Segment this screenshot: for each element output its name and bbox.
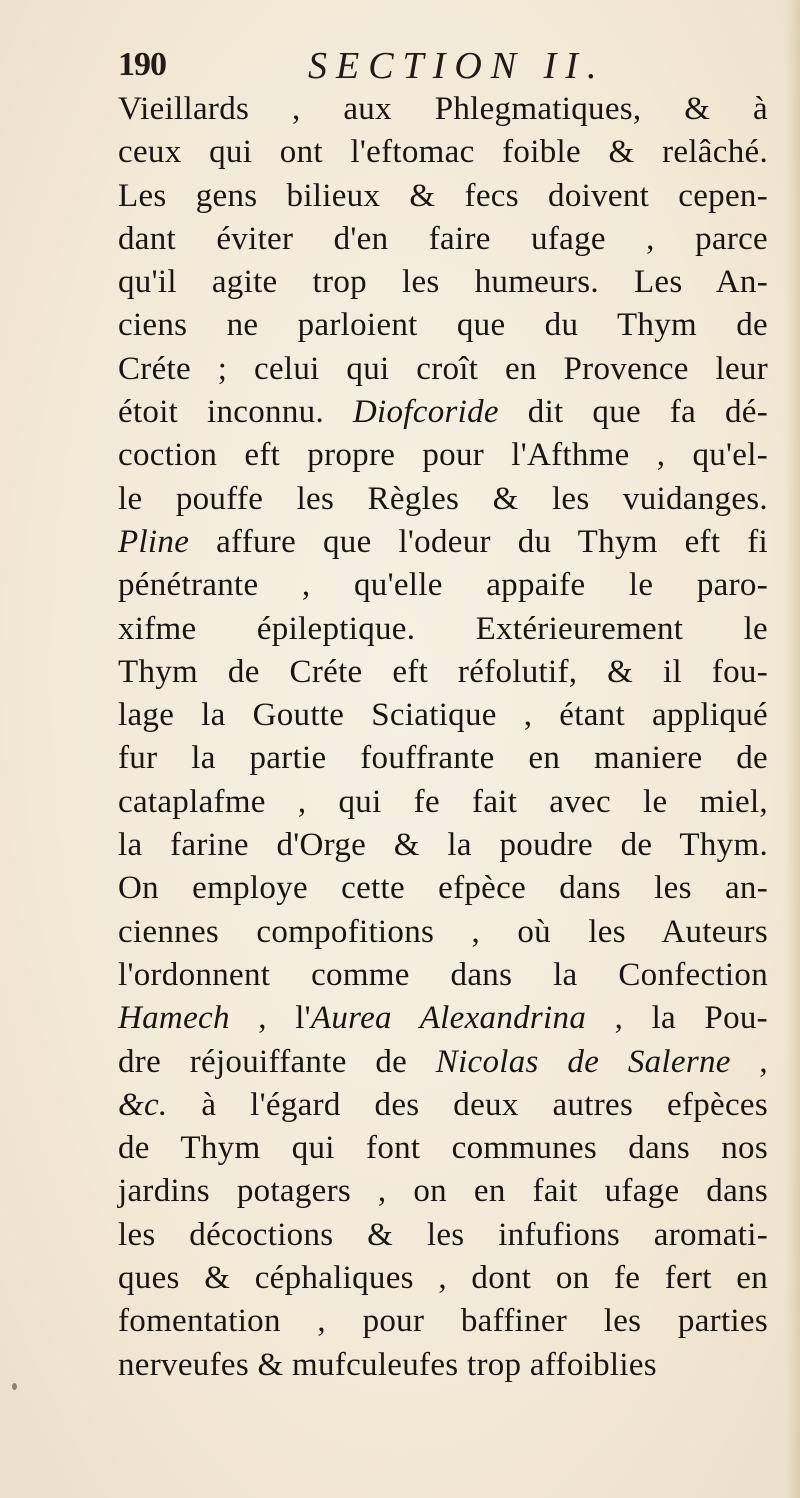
text-line [118,954,768,997]
text-line [118,1257,768,1300]
text-segment: dit que fa dé- [498,394,769,431]
text-line [118,737,768,780]
text-segment: le pouffe les Règles & les vuidanges. [118,480,768,517]
text-segment: les décoctions & les infufions aromati- [118,1216,768,1253]
text-segment: Vieillards , aux Phlegmatiques, & à [118,91,768,127]
text-segment: qu'il agite trop les humeurs. Les An- [118,264,768,301]
text-line [118,304,768,347]
text-segment: nerveufes & mufculeufes trop affoiblies [118,1346,657,1383]
italic-text-segment: Nicolas de Salerne [435,1043,731,1080]
text-line [118,911,768,954]
page-edge-shadow [786,0,800,1498]
body-text [118,88,768,1387]
text-line [118,218,768,261]
text-line [118,1041,768,1084]
text-segment: dant éviter d'en faire ufage , parce [118,220,768,257]
text-line [118,175,768,218]
ink-speck [12,1383,17,1390]
page-header [118,38,638,90]
italic-text-segment: Aurea Alexandrina [310,1000,587,1037]
text-line [118,478,768,521]
text-segment: fur la partie fouffrante en maniere de [118,740,768,777]
text-line [118,131,768,174]
text-line [118,261,768,304]
text-segment: à l'égard des deux autres efpèces [167,1086,768,1123]
text-line [118,781,768,824]
italic-text-segment: Hamech [118,1000,230,1037]
text-line [118,1344,768,1387]
text-segment: lage la Goutte Sciatique , étant appliqué [118,697,768,734]
text-line [118,867,768,910]
text-segment: , la Pou- [586,1000,768,1037]
text-segment: étoit inconnu. [118,394,353,431]
text-line [118,1300,768,1343]
text-segment: On employe cette efpèce dans les an- [118,870,768,907]
text-segment: ciennes compofitions , où les Auteurs [118,913,768,950]
text-segment: jardins potagers , on en fait ufage dans [118,1173,768,1210]
text-segment: , l' [229,1000,311,1037]
text-line [118,1127,768,1170]
text-segment: la farine d'Orge & la poudre de Thym. [118,827,768,864]
text-line [118,1084,768,1127]
text-segment: Les gens bilieux & fecs doivent cepen- [118,177,768,214]
text-segment: affure que l'odeur du Thym eft fi [189,523,768,560]
text-segment: ceux qui ont l'eftomac foible & relâché. [118,134,768,171]
text-line [118,824,768,867]
text-line [118,694,768,737]
italic-text-segment: Diofcoride [352,394,499,431]
page-number: 190 [118,46,166,83]
text-line [118,391,768,434]
text-segment: xifme épileptique. Extérieurement le [118,610,768,647]
italic-text-segment: Pline [118,523,190,560]
text-segment: ques & céphaliques , dont on fe fert en [118,1260,768,1297]
text-segment: dre réjouiffante de [118,1043,436,1080]
text-segment: coction eft propre pour l'Afthme , qu'el- [118,437,768,474]
text-line [118,521,768,564]
text-line [118,651,768,694]
text-line [118,564,768,607]
text-segment: cataplafme , qui fe fait avec le miel, [118,783,768,820]
text-line [118,608,768,651]
text-line [118,434,768,477]
text-line [118,88,768,131]
text-segment: Thym de Créte eft réfolutif, & il fou- [118,653,768,690]
text-line [118,1170,768,1213]
text-segment: de Thym qui font communes dans nos [118,1130,768,1167]
text-segment: , [730,1043,768,1080]
text-segment: fomentation , pour baffiner les parties [118,1303,768,1340]
text-line [118,997,768,1040]
text-segment: ciens ne parloient que du Thym de [118,307,768,344]
text-segment: pénétrante , qu'elle appaife le paro- [118,567,768,604]
italic-text-segment: &c. [118,1086,168,1123]
text-segment: l'ordonnent comme dans la Confection [118,956,768,993]
text-line [118,1214,768,1257]
running-head: SECTION II. [308,45,606,87]
text-segment: Créte ; celui qui croît en Provence leur [118,350,768,387]
text-line [118,348,768,391]
